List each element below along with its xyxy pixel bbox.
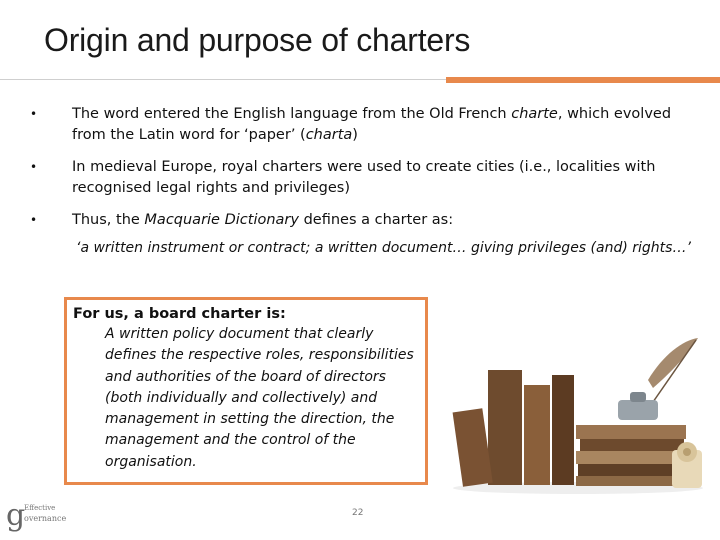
definition-box — [64, 297, 428, 485]
logo-line1: Effective — [24, 504, 56, 512]
bullet-list — [30, 104, 700, 242]
bullet-marker: • — [30, 160, 38, 174]
inkwell-icon — [618, 400, 658, 420]
bullet-item-origin: • The word entered the English language from the Old French charte, which evolved from the Latin word for ‘paper’ (charta) — [30, 106, 672, 143]
bullet-item-medieval: • In medieval Europe, royal charters were used to create cities (i.e., localities with recognised legal rights and privileges) — [30, 159, 656, 196]
logo-line2: overnance — [24, 514, 67, 523]
dictionary-quote: ‘a written instrument or contract; a written document… giving privileges (and) rights…’ — [76, 240, 691, 256]
title-divider — [0, 79, 446, 80]
bullet-marker: • — [30, 213, 38, 227]
title-accent-bar — [446, 77, 720, 83]
standing-book-icon — [488, 370, 522, 485]
logo-mark: g — [6, 498, 26, 533]
books-illustration — [448, 300, 710, 495]
bullet-item-macquarie: • Thus, the Macquarie Dictionary defines a charter as: — [30, 210, 700, 231]
definition-heading: For us, a board charter is: — [73, 306, 286, 322]
bullet-marker: • — [30, 107, 38, 121]
definition-body: A written policy document that clearly defines the respective roles, responsibilities and authorities of the board of directors (both individually and collectively) and management in setting the direction, the management and the control of the organisation. — [105, 326, 414, 470]
quill-icon — [648, 338, 698, 388]
governance-logo — [6, 498, 86, 538]
page-number: 22 — [352, 508, 364, 518]
slide-title: Origin and purpose of charters — [44, 22, 471, 58]
